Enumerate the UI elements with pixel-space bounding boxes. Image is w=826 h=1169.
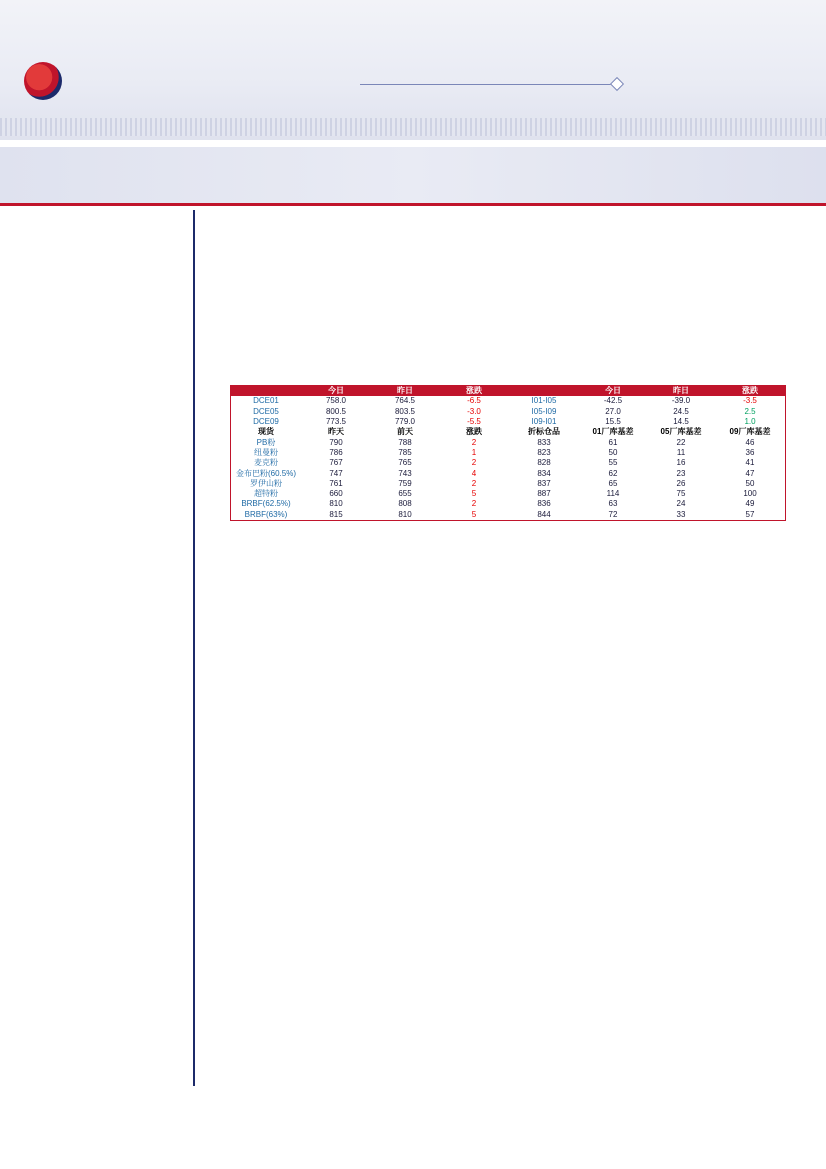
futures-row-cell: 24.5 [673,406,689,416]
futures-row-cell: DCE01 [253,396,279,406]
futures-row-cell: DCE09 [253,417,279,427]
spot-row-cell: 55 [608,458,618,468]
spot-row-cell: 834 [537,468,551,478]
futures-header-row-cell: 昨日 [647,386,715,396]
futures-header-row-cell: 今日 [579,386,647,396]
spot-row-cell: 11 [676,447,686,457]
futures-row-cell: -42.5 [603,396,623,406]
spot-header-row-cell: 05厂库基差 [660,427,702,437]
spot-row-cell: 16 [676,458,686,468]
futures-row-cell: 800.5 [325,406,347,416]
spot-row-cell: 50 [608,447,618,457]
spot-row-cell: 61 [608,437,618,447]
spot-row-cell: 63 [608,499,618,509]
futures-row-cell: -5.5 [467,417,481,427]
spot-row-cell: 75 [676,489,686,499]
spot-row-cell: 麦克粉 [254,458,278,468]
futures-row-cell: I05-I09 [531,406,557,416]
spot-row-cell: 4 [471,468,477,478]
market-data-table [231,386,785,520]
spot-row-cell: 49 [745,499,755,509]
spot-row-cell: 24 [676,499,686,509]
futures-header-row-cell [509,386,579,396]
spot-row-cell: 810 [329,499,343,509]
sidebar-divider [193,210,195,1086]
title-band [0,147,826,203]
spot-row-cell: 837 [537,478,551,488]
spot-row-cell: 765 [398,458,412,468]
spot-row-cell: 57 [745,509,755,519]
spot-row-cell: BRBF(63%) [244,509,288,519]
spot-row-cell: 41 [745,458,755,468]
spot-row-cell: 65 [608,478,618,488]
spot-row [231,448,785,458]
futures-row-cell: 2.5 [744,406,756,416]
red-divider [0,203,826,206]
spot-row-cell: 660 [329,489,343,499]
spot-row-cell: 2 [471,499,477,509]
spot-header-row-cell: 折标仓品 [528,427,560,437]
spot-row-cell: 2 [471,437,477,447]
futures-header-row-cell: 昨日 [371,386,439,396]
futures-row-cell: 764.5 [394,396,416,406]
futures-row-cell: 779.0 [394,417,416,427]
spot-row-cell: 743 [398,468,412,478]
spot-row-cell: 747 [329,468,343,478]
futures-row-cell: 773.5 [325,417,347,427]
spot-row-cell: 833 [537,437,551,447]
spot-header-row [231,427,785,437]
spot-row-cell: 72 [608,509,618,519]
spot-row-cell: 5 [471,509,477,519]
spot-row-cell: 33 [676,509,686,519]
futures-row-cell: I01-I05 [531,396,557,406]
futures-row [231,396,785,406]
futures-row-cell: 27.0 [605,406,621,416]
spot-row-cell: 810 [398,509,412,519]
spot-row-cell: 2 [471,478,477,488]
futures-row-cell: -6.5 [467,396,481,406]
futures-header-row-cell: 涨跌 [715,386,785,396]
spot-header-row-cell: 涨跌 [466,427,482,437]
spot-header-row-cell: 01厂库基差 [592,427,634,437]
logo-mark-icon [24,62,62,100]
futures-row-cell: 15.5 [605,417,621,427]
spot-row-cell: PB粉 [256,437,276,447]
futures-header-row [231,386,785,396]
spot-row-cell: 790 [329,437,343,447]
spot-row-cell: 36 [745,447,755,457]
spot-row-cell: 785 [398,447,412,457]
spot-row-cell: 22 [676,437,686,447]
spot-row-cell: 5 [471,489,477,499]
spot-header-row-cell: 昨天 [328,427,344,437]
spot-row-cell: 50 [745,478,755,488]
spot-row [231,489,785,499]
spot-header-row-cell: 09厂库基差 [729,427,771,437]
spot-row-cell: 759 [398,478,412,488]
spot-row-cell: 罗伊山粉 [250,478,282,488]
spot-row-cell: 815 [329,509,343,519]
spot-row-cell: 761 [329,478,343,488]
spot-row-cell: 23 [676,468,686,478]
futures-header-row-cell: 涨跌 [439,386,509,396]
spot-header-row-cell: 现货 [258,427,274,437]
spot-row [231,510,785,520]
spot-row-cell: 100 [743,489,757,499]
sidebar [20,280,184,345]
spot-row [231,468,785,478]
spot-row-cell: 纽曼粉 [254,447,278,457]
futures-row [231,407,785,417]
futures-row-cell: 14.5 [673,417,689,427]
spot-row-cell: 844 [537,509,551,519]
spot-row-cell: 788 [398,437,412,447]
spot-row-cell: 金布巴粉(60.5%) [235,468,296,478]
futures-header-row-cell [231,386,301,396]
spot-row-cell: 114 [606,489,620,499]
futures-row-cell: I09-I01 [531,417,557,427]
spot-row-cell: BRBF(62.5%) [241,499,291,509]
futures-row-cell: -39.0 [671,396,691,406]
spot-row-cell: 1 [471,447,477,457]
futures-header-row-cell: 今日 [301,386,371,396]
spot-row-cell: 828 [537,458,551,468]
spot-row-cell: 超特粉 [254,489,278,499]
spot-row-cell: 836 [537,499,551,509]
futures-row-cell: 803.5 [394,406,416,416]
spot-row-cell: 62 [608,468,618,478]
spot-row-cell: 2 [471,458,477,468]
spot-row [231,499,785,509]
header-stripes [0,118,826,136]
decorative-line [360,84,620,85]
spot-row-cell: 823 [537,447,551,457]
spot-row [231,437,785,447]
spot-row-cell: 46 [745,437,755,447]
spot-header-row-cell: 前天 [397,427,413,437]
futures-row-cell: 1.0 [744,417,756,427]
spot-row-cell: 767 [329,458,343,468]
futures-row-cell: DCE05 [253,406,279,416]
futures-row-cell: 758.0 [325,396,347,406]
futures-row [231,417,785,427]
spot-row [231,458,785,468]
futures-row-cell: -3.5 [743,396,757,406]
spot-row-cell: 887 [537,489,551,499]
spot-row-cell: 786 [329,447,343,457]
spot-row [231,479,785,489]
futures-row-cell: -3.0 [467,406,481,416]
spot-row-cell: 26 [676,478,686,488]
spot-row-cell: 808 [398,499,412,509]
spot-row-cell: 655 [398,489,412,499]
spot-row-cell: 47 [745,468,755,478]
logo [24,62,90,100]
